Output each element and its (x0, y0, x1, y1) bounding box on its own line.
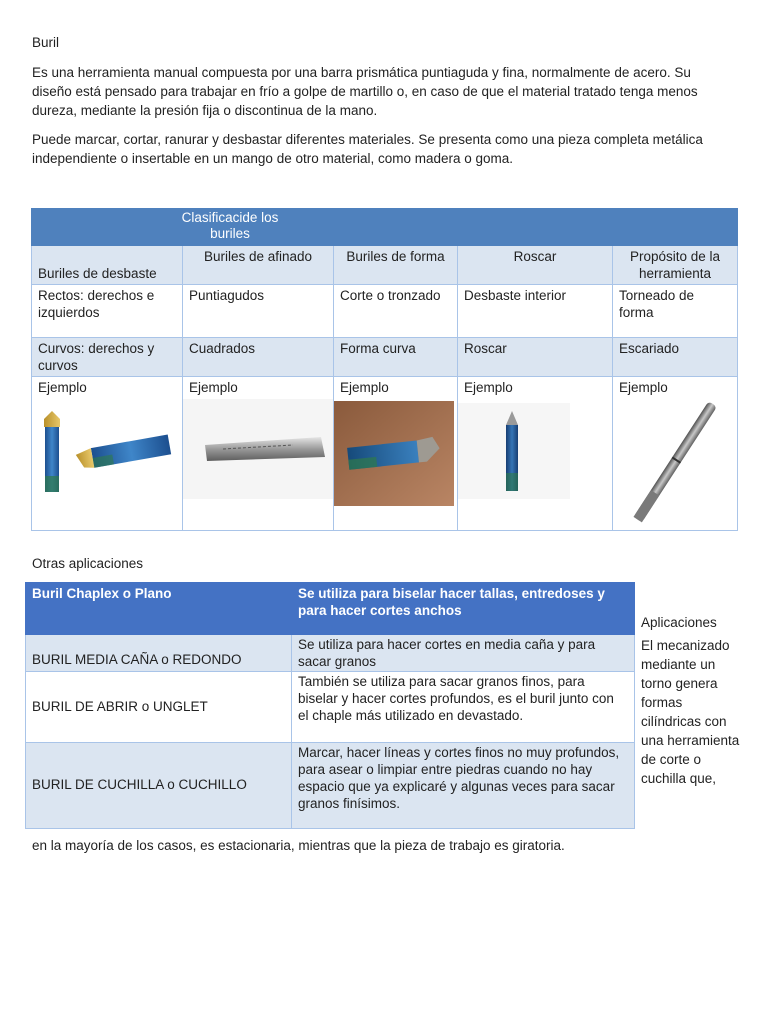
example-label: Ejemplo (189, 380, 238, 395)
description-paragraph: Puede marcar, cortar, ranurar y desbastar diferentes materiales. Se presenta como una pieza completa metálica independiente o insertable en un mango de otro material, como madera o goma. (32, 132, 703, 166)
example-cell (458, 377, 613, 531)
table-cell: Escariado (613, 338, 738, 377)
side-title: Aplicaciones (641, 615, 717, 630)
table-cell: Corte o tronzado (334, 285, 458, 338)
forma-tool-image (334, 399, 457, 529)
column-header: Buriles de desbaste (32, 246, 183, 285)
header-cell (613, 209, 738, 246)
table-row (26, 672, 635, 743)
table-cell: Roscar (458, 338, 613, 377)
column-header: Buriles de afinado (183, 246, 334, 285)
classification-header (32, 209, 279, 246)
side-text (641, 613, 741, 788)
roscar-tool-image (458, 399, 612, 529)
reamer-tool-image (613, 399, 737, 529)
table-cell: Curvos: derechos y curvos (32, 338, 183, 377)
table-cell: Desbaste interior (458, 285, 613, 338)
applications-table (25, 582, 635, 829)
table-row (32, 338, 738, 377)
afinado-tool-image (183, 399, 333, 529)
example-label: Ejemplo (619, 380, 668, 395)
column-header: Roscar (458, 246, 613, 285)
intro-paragraph: Es una herramienta manual compuesta por una barra prismática puntiaguda y fina, normalmente de acero. Su diseño está pensado para trabajar en frío a golpe de martillo o, en caso de que el material tratado tenga menos dureza, mediante la presión fija o discontinua de la mano. (32, 65, 698, 118)
side-body: El mecanizado mediante un torno genera formas cilíndricas con una herramienta de corte o cuchilla que, (641, 638, 740, 786)
table-row (26, 635, 635, 672)
header-cell (458, 209, 613, 246)
column-header: Buriles de forma (334, 246, 458, 285)
table-header-row (32, 209, 738, 246)
table-header-row (26, 583, 635, 635)
desbaste-tool-image (32, 399, 182, 529)
header-cell: Se utiliza para biselar hacer tallas, entredoses y para hacer cortes anchos (292, 583, 635, 635)
header-cell: Buril Chaplex o Plano (26, 583, 292, 635)
tool-name-cell: BURIL DE CUCHILLA o CUCHILLO (26, 743, 292, 829)
header-text: Clasificacide los buriles (181, 210, 279, 241)
tool-name-cell: BURIL MEDIA CAÑA o REDONDO (26, 635, 292, 672)
table-row (32, 285, 738, 338)
classification-table (31, 208, 738, 531)
example-label: Ejemplo (464, 380, 513, 395)
column-header: Propósito de la herramienta (613, 246, 738, 285)
table-cell: Rectos: derechos e izquierdos (32, 285, 183, 338)
page-title: Buril (32, 35, 60, 50)
example-cell (334, 377, 458, 531)
column-header-row (32, 246, 738, 285)
table-row (26, 743, 635, 829)
tool-use-cell: Se utiliza para hacer cortes en media caña y para sacar granos (292, 635, 635, 672)
example-cell (613, 377, 738, 531)
closing-paragraph: en la mayoría de los casos, es estacionaria, mientras que la pieza de trabajo es giratoria. (32, 838, 565, 853)
example-label: Ejemplo (340, 380, 389, 395)
tool-use-cell: Marcar, hacer líneas y cortes finos no muy profundos, para asear o limpiar entre piedras cuando no hay espacio que ya explicaré y algunas veces para sacar granos finísimos. (292, 743, 635, 829)
table-cell: Torneado de forma (613, 285, 738, 338)
tool-use-cell: También se utiliza para sacar granos finos, para biselar y hacer cortes profundos, es el buril junto con el chaple más utilizado en devastado. (292, 672, 635, 743)
table-cell: Cuadrados (183, 338, 334, 377)
example-row (32, 377, 738, 531)
example-label: Ejemplo (38, 380, 87, 395)
header-cell (334, 209, 458, 246)
example-cell (183, 377, 334, 531)
table-cell: Forma curva (334, 338, 458, 377)
table-cell: Puntiagudos (183, 285, 334, 338)
other-applications-label: Otras aplicaciones (32, 556, 144, 571)
tool-name-cell: BURIL DE ABRIR o UNGLET (26, 672, 292, 743)
example-cell (32, 377, 183, 531)
